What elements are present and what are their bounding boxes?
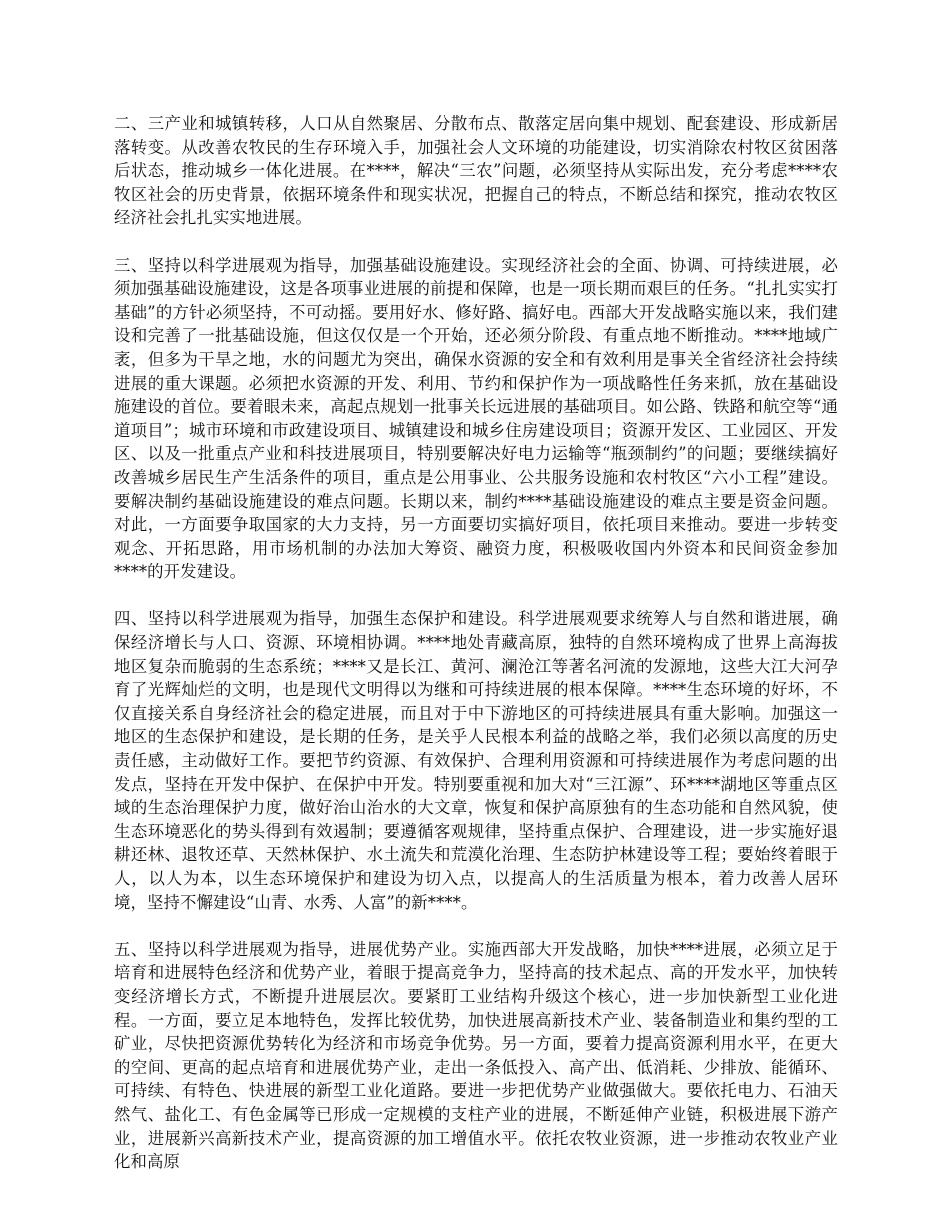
paragraph-4: 五、坚持以科学进展观为指导，进展优势产业。实施西部大开发战略，加快****进展，必须立足于培育和进展特色经济和优势产业，着眼于提高竞争力，坚持高的技术起点、高的开发水平，加快转变经济增长方式，不断提升进展层次。要紧盯工业结构升级这个核心，进一步加快新型工业化进程。一方面，要立足本地特色，发挥比较优势，加快进展高新技术产业、装备制造业和集约型的工矿业，尽快把资源优势转化为经济和市场竞争优势。另一方面，要着力提高资源利用水平，在更大的空间、更高的起点培育和进展优势产业，走出一条低投入、高产出、低消耗、少排放、能循环、可持续、有特色、快进展的新型工业化道路。要进一步把优势产业做强做大。要依托电力、石油天然气、盐化工、有色金属等已形成一定规模的支柱产业的进展，不断延伸产业链，积极进展下游产业，进展新兴高新技术产业，提高资源的加工增值水平。依托农牧业资源，进一步推动农牧业产业化和高原: [114, 939, 838, 1172]
document-body: [114, 112, 838, 1174]
paragraph-3: 四、坚持以科学进展观为指导，加强生态保护和建设。科学进展观要求统筹人与自然和谐进展，确保经济增长与人口、资源、环境相协调。****地处青藏高原，独特的自然环境构成了世界上高海拔地区复杂而脆弱的生态系统；****又是长江、黄河、澜沧江等著名河流的发源地，这些大江大河孕育了光辉灿烂的文明，也是现代文明得以为继和可持续进展的根本保障。****生态环境的好坏，不仅直接关系自身经济社会的稳定进展，而且对于中下游地区的可持续进展具有重大影响。加强这一地区的生态保护和建设，是长期的任务，是关乎人民根本利益的战略之举，我们必须以高度的历史责任感，主动做好工作。要把节约资源、有效保护、合理利用资源和可持续进展作为考虑问题的出发点，坚持在开发中保护、在保护中开发。特别要重视和加大对“三江源”、环****湖地区等重点区域的生态治理保护力度，做好治山治水的大文章，恢复和保护高原独有的生态功能和自然风貌，使生态环境恶化的势头得到有效遏制；要遵循客观规律，坚持重点保护、合理建设，进一步实施好退耕还林、退牧还草、天然林保护、水土流失和荒漠化治理、生态防护林建设等工程；要始终着眼于人，以人为本，以生态环境保护和建设为切入点，以提高人的生活质量为根本，着力改善人居环境，坚持不懈建设“山青、水秀、人富”的新****。: [114, 609, 838, 912]
paragraph-2: 三、坚持以科学进展观为指导，加强基础设施建设。实现经济社会的全面、协调、可持续进展，必须加强基础设施建设，这是各项事业进展的前提和保障，也是一项长期而艰巨的任务。“扎扎实实打基础”的方针必须坚持，不可动摇。要用好水、修好路、搞好电。西部大开发战略实施以来，我们建设和完善了一批基础设施，但这仅仅是一个开始，还必须分阶段、有重点地不断推动。****地域广袤，但多为干旱之地，水的问题尤为突出，确保水资源的安全和有效利用是事关全省经济社会持续进展的重大课题。必须把水资源的开发、利用、节约和保护作为一项战略性任务来抓，放在基础设施建设的首位。要着眼未来，高起点规划一批事关长远进展的基础项目。如公路、铁路和航空等“通道项目”；城市环境和市政建设项目、城镇建设和城乡住房建设项目；资源开发区、工业园区、开发区、以及一批重点产业和科技进展项目，特别要解决好电力运输等“瓶颈制约”的问题；要继续搞好改善城乡居民生产生活条件的项目，重点是公用事业、公共服务设施和农村牧区“六小工程”建设。要解决制约基础设施建设的难点问题。长期以来，制约****基础设施建设的难点主要是资金问题。对此，一方面要争取国家的大力支持，另一方面要切实搞好项目，依托项目来推动。要进一步转变观念、开拓思路，用市场机制的办法加大筹资、融资力度，积极吸收国内外资本和民间资金参加****的开发建设。: [114, 255, 838, 582]
paragraph-1: 二、三产业和城镇转移，人口从自然聚居、分散布点、散落定居向集中规划、配套建设、形成新居落转变。从改善农牧民的生存环境入手，加强社会人文环境的功能建设，切实消除农村牧区贫困落后状态，推动城乡一体化进展。在****，解决“三农”问题，必须坚持从实际出发，充分考虑****农牧区社会的历史背景，依据环境条件和现实状况，把握自己的特点，不断总结和探究，推动农牧区经济社会扎扎实实地进展。: [114, 114, 838, 228]
